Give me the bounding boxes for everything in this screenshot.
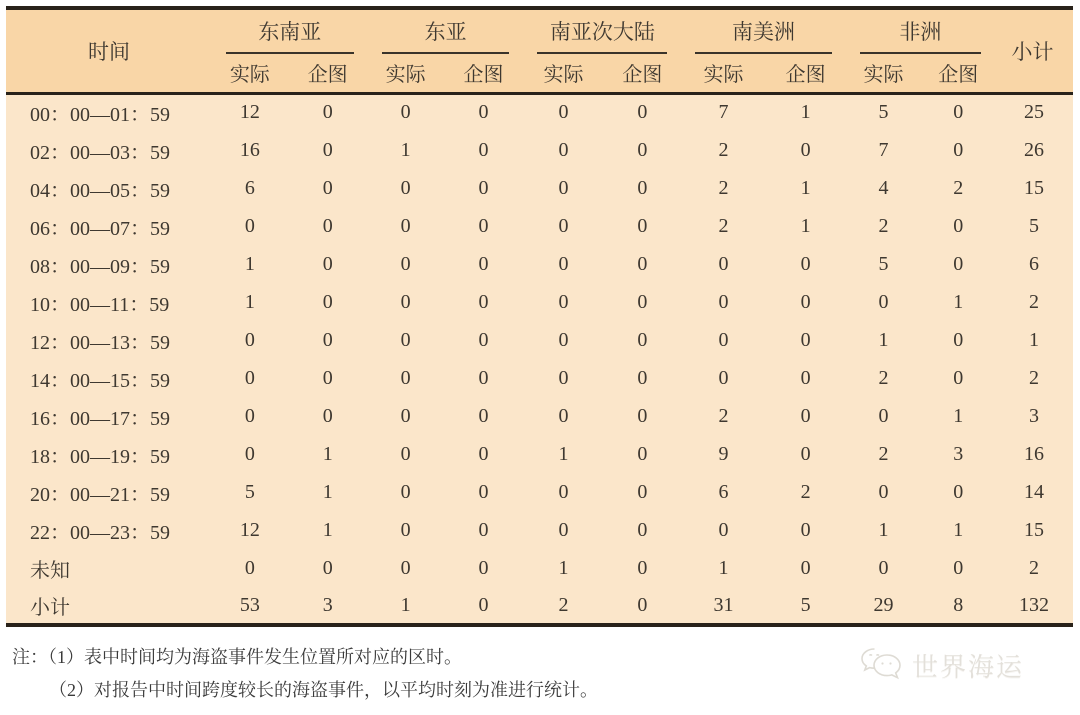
value-cell: 0	[637, 328, 648, 351]
table-footnotes	[12, 641, 598, 707]
value-cell: 0	[558, 480, 569, 503]
value-cell: 0	[322, 252, 333, 275]
value-cell: 0	[244, 214, 255, 237]
value-cell: 2	[878, 214, 889, 237]
value-cell: 0	[558, 101, 569, 124]
subcolumn-header: 实际	[229, 64, 270, 87]
value-cell: 0	[400, 101, 411, 124]
value-cell: 6	[718, 480, 729, 503]
value-cell: 1	[322, 480, 333, 503]
value-cell: 0	[718, 328, 729, 351]
subcolumn-header: 实际	[543, 64, 584, 87]
value-cell: 2	[718, 404, 729, 427]
value-cell: 0	[953, 101, 964, 124]
value-cell: 5	[878, 252, 889, 275]
value-cell: 0	[400, 480, 411, 503]
value-cell: 2	[718, 176, 729, 199]
value-cell: 0	[400, 404, 411, 427]
table-row	[6, 549, 1073, 587]
value-cell: 0	[558, 518, 569, 541]
value-cell: 5	[878, 101, 889, 124]
table-row	[6, 93, 1073, 131]
value-cell: 0	[558, 176, 569, 199]
subcolumn-header: 实际	[385, 64, 426, 87]
region-label: 南美洲	[695, 10, 831, 54]
value-cell: 1	[878, 328, 889, 351]
value-cell: 0	[478, 252, 489, 275]
value-cell: 0	[637, 480, 648, 503]
value-cell: 1	[718, 556, 729, 579]
value-cell: 0	[400, 442, 411, 465]
region-label: 东南亚	[226, 10, 354, 54]
value-cell: 0	[800, 366, 811, 389]
row-subtotal-cell: 26	[1024, 138, 1045, 161]
region-label: 南亚次大陆	[537, 10, 667, 54]
table-row	[6, 473, 1073, 511]
table-body	[6, 93, 1073, 625]
value-cell: 0	[800, 290, 811, 313]
row-label: 22：00—23：59	[30, 521, 170, 544]
subcolumn-header: 实际	[863, 64, 904, 87]
row-label: 14：00—15：59	[30, 369, 170, 392]
value-cell: 2	[718, 214, 729, 237]
value-cell: 3	[322, 593, 333, 616]
subcolumn-header: 实际	[703, 64, 744, 87]
value-cell: 0	[400, 290, 411, 313]
value-cell: 0	[637, 252, 648, 275]
value-cell: 0	[718, 252, 729, 275]
value-cell: 0	[558, 290, 569, 313]
value-cell: 12	[239, 101, 260, 124]
table-row	[6, 321, 1073, 359]
header-row-regions	[6, 8, 1073, 54]
table-row	[6, 283, 1073, 321]
value-cell: 0	[478, 518, 489, 541]
value-cell: 0	[718, 290, 729, 313]
value-cell: 0	[800, 518, 811, 541]
value-cell: 1	[800, 176, 811, 199]
row-label: 20：00—21：59	[30, 483, 170, 506]
row-subtotal-cell: 15	[1024, 176, 1045, 199]
value-cell: 1	[400, 138, 411, 161]
row-label: 04：00—05：59	[30, 179, 170, 202]
value-cell: 0	[637, 556, 648, 579]
value-cell: 5	[244, 480, 255, 503]
table-row	[6, 397, 1073, 435]
value-cell: 2	[878, 366, 889, 389]
row-label: 未知	[30, 559, 70, 582]
value-cell: 0	[478, 214, 489, 237]
table-row	[6, 587, 1073, 625]
row-label: 12：00—13：59	[30, 331, 170, 354]
value-cell: 0	[322, 290, 333, 313]
value-cell: 0	[953, 252, 964, 275]
region-column-header	[681, 8, 845, 54]
value-cell: 0	[637, 138, 648, 161]
value-cell: 1	[322, 442, 333, 465]
table-row	[6, 207, 1073, 245]
table-header	[6, 8, 1073, 93]
footnote-1: 注：（1）表中时间均为海盗事件发生位置所对应的区时。	[12, 647, 462, 667]
value-cell: 0	[878, 480, 889, 503]
row-subtotal-cell: 1	[1029, 328, 1040, 351]
value-cell: 0	[637, 593, 648, 616]
row-subtotal-cell: 6	[1029, 252, 1040, 275]
value-cell: 0	[558, 138, 569, 161]
value-cell: 2	[953, 176, 964, 199]
value-cell: 0	[322, 101, 333, 124]
value-cell: 0	[637, 214, 648, 237]
table-row	[6, 169, 1073, 207]
row-subtotal-cell: 25	[1024, 101, 1045, 124]
value-cell: 1	[400, 593, 411, 616]
value-cell: 1	[800, 214, 811, 237]
region-column-header	[368, 8, 524, 54]
value-cell: 0	[558, 404, 569, 427]
value-cell: 5	[800, 593, 811, 616]
wechat-icon	[858, 646, 904, 684]
value-cell: 0	[800, 138, 811, 161]
value-cell: 0	[953, 366, 964, 389]
watermark-text: 世界海运	[911, 652, 1024, 682]
value-cell: 0	[637, 518, 648, 541]
time-column-header: 时间	[87, 39, 130, 64]
value-cell: 0	[800, 404, 811, 427]
value-cell: 0	[244, 556, 255, 579]
value-cell: 4	[878, 176, 889, 199]
value-cell: 0	[400, 366, 411, 389]
value-cell: 0	[478, 290, 489, 313]
region-column-header	[523, 8, 681, 54]
value-cell: 0	[322, 176, 333, 199]
value-cell: 0	[878, 404, 889, 427]
value-cell: 0	[400, 518, 411, 541]
value-cell: 0	[322, 366, 333, 389]
value-cell: 1	[558, 442, 569, 465]
value-cell: 0	[400, 252, 411, 275]
value-cell: 8	[953, 593, 964, 616]
row-subtotal-cell: 2	[1029, 290, 1040, 313]
row-label: 06：00—07：59	[30, 217, 170, 240]
row-subtotal-cell: 15	[1024, 518, 1045, 541]
subcolumn-header: 企图	[622, 64, 663, 87]
value-cell: 0	[244, 328, 255, 351]
value-cell: 1	[878, 518, 889, 541]
value-cell: 0	[953, 328, 964, 351]
value-cell: 0	[478, 442, 489, 465]
value-cell: 31	[713, 593, 734, 616]
value-cell: 0	[953, 214, 964, 237]
value-cell: 0	[558, 214, 569, 237]
value-cell: 0	[322, 556, 333, 579]
row-subtotal-cell: 5	[1029, 214, 1040, 237]
value-cell: 0	[322, 404, 333, 427]
value-cell: 0	[322, 328, 333, 351]
value-cell: 0	[478, 480, 489, 503]
value-cell: 0	[322, 214, 333, 237]
value-cell: 0	[718, 366, 729, 389]
value-cell: 0	[800, 252, 811, 275]
value-cell: 1	[244, 290, 255, 313]
value-cell: 2	[718, 138, 729, 161]
value-cell: 7	[878, 138, 889, 161]
row-label: 08：00—09：59	[30, 255, 170, 278]
subcolumn-header: 企图	[938, 64, 979, 87]
value-cell: 53	[239, 593, 260, 616]
region-label: 东亚	[382, 10, 510, 54]
value-cell: 0	[400, 214, 411, 237]
value-cell: 16	[239, 138, 260, 161]
value-cell: 0	[953, 138, 964, 161]
region-label: 非洲	[860, 10, 981, 54]
value-cell: 1	[953, 290, 964, 313]
value-cell: 0	[244, 404, 255, 427]
value-cell: 1	[558, 556, 569, 579]
value-cell: 29	[873, 593, 894, 616]
value-cell: 0	[558, 366, 569, 389]
row-subtotal-cell: 3	[1029, 404, 1040, 427]
value-cell: 0	[953, 480, 964, 503]
value-cell: 0	[878, 290, 889, 313]
row-subtotal-cell: 2	[1029, 556, 1040, 579]
value-cell: 0	[322, 138, 333, 161]
value-cell: 0	[718, 518, 729, 541]
value-cell: 1	[800, 101, 811, 124]
subtotal-column-header: 小计	[1011, 39, 1054, 64]
value-cell: 0	[637, 366, 648, 389]
table-row	[6, 511, 1073, 549]
value-cell: 0	[637, 442, 648, 465]
region-column-header	[212, 8, 368, 54]
subcolumn-header: 企图	[785, 64, 826, 87]
value-cell: 0	[637, 404, 648, 427]
row-label: 18：00—19：59	[30, 445, 170, 468]
value-cell: 0	[478, 556, 489, 579]
table-row	[6, 131, 1073, 169]
value-cell: 12	[239, 518, 260, 541]
value-cell: 0	[637, 176, 648, 199]
value-cell: 0	[400, 556, 411, 579]
row-subtotal-cell: 16	[1024, 442, 1045, 465]
value-cell: 0	[478, 404, 489, 427]
value-cell: 0	[800, 328, 811, 351]
row-label: 小计	[30, 596, 70, 619]
table-row	[6, 435, 1073, 473]
table-row	[6, 359, 1073, 397]
value-cell: 0	[478, 101, 489, 124]
value-cell: 0	[244, 366, 255, 389]
value-cell: 0	[478, 138, 489, 161]
value-cell: 0	[878, 556, 889, 579]
value-cell: 0	[800, 556, 811, 579]
value-cell: 0	[478, 593, 489, 616]
value-cell: 0	[478, 176, 489, 199]
value-cell: 0	[558, 328, 569, 351]
value-cell: 2	[800, 480, 811, 503]
row-label: 02：00—03：59	[30, 141, 170, 164]
value-cell: 0	[400, 176, 411, 199]
row-label: 16：00—17：59	[30, 407, 170, 430]
value-cell: 3	[953, 442, 964, 465]
value-cell: 0	[637, 101, 648, 124]
value-cell: 0	[400, 328, 411, 351]
value-cell: 1	[953, 404, 964, 427]
statistics-table-frame	[6, 6, 1073, 627]
region-column-header	[846, 8, 995, 54]
piracy-incidents-by-time-table	[6, 6, 1073, 627]
footnote-2: （2）对报告中时间跨度较长的海盗事件，以平均时刻为准进行统计。	[49, 680, 598, 700]
wechat-account-watermark	[858, 646, 1024, 684]
value-cell: 6	[244, 176, 255, 199]
value-cell: 0	[953, 556, 964, 579]
value-cell: 1	[244, 252, 255, 275]
value-cell: 7	[718, 101, 729, 124]
value-cell: 0	[244, 442, 255, 465]
subcolumn-header: 企图	[307, 64, 348, 87]
value-cell: 0	[478, 328, 489, 351]
value-cell: 0	[478, 366, 489, 389]
value-cell: 0	[558, 252, 569, 275]
table-row	[6, 245, 1073, 283]
row-label: 00：00—01：59	[30, 104, 170, 127]
row-label: 10：00—11：59	[30, 293, 170, 316]
row-subtotal-cell: 132	[1019, 593, 1050, 616]
value-cell: 2	[878, 442, 889, 465]
value-cell: 9	[718, 442, 729, 465]
subcolumn-header: 企图	[463, 64, 504, 87]
value-cell: 1	[953, 518, 964, 541]
value-cell: 2	[558, 593, 569, 616]
value-cell: 1	[322, 518, 333, 541]
value-cell: 0	[637, 290, 648, 313]
value-cell: 0	[800, 442, 811, 465]
row-subtotal-cell: 2	[1029, 366, 1040, 389]
row-subtotal-cell: 14	[1024, 480, 1045, 503]
